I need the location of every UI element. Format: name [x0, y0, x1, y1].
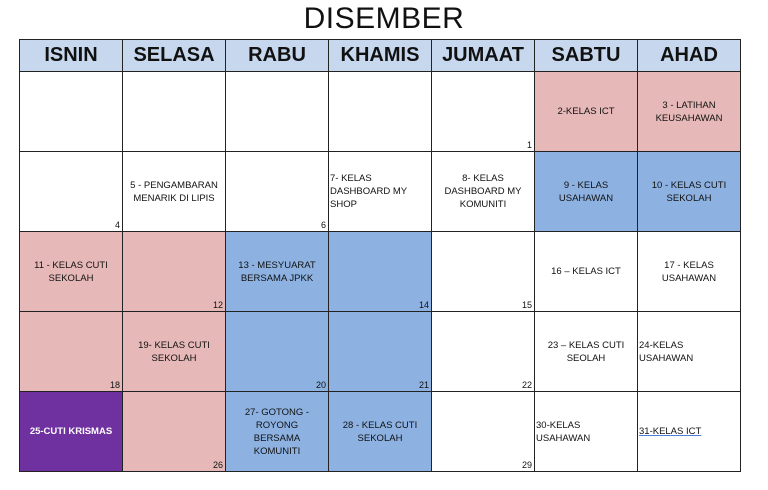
day-number: 4: [114, 220, 120, 230]
event-text: 28 - KELAS CUTI SEKOLAH: [342, 419, 418, 444]
day-cell[interactable]: [20, 392, 123, 472]
day-cell[interactable]: [432, 392, 535, 472]
event-text: 11 - KELAS CUTI SEKOLAH: [34, 259, 108, 284]
day-cell[interactable]: [20, 152, 123, 232]
day-cell[interactable]: [432, 152, 535, 232]
week-row: [20, 392, 741, 472]
event-text: 8- KELAS DASHBOARD MY KOMUNITI: [444, 173, 522, 210]
day-number: 20: [315, 380, 326, 390]
header-ahad: AHAD: [638, 40, 741, 72]
day-cell[interactable]: [638, 232, 741, 312]
day-cell[interactable]: [123, 312, 226, 392]
day-number: 14: [418, 300, 429, 310]
day-cell[interactable]: [329, 392, 432, 472]
day-cell[interactable]: [432, 72, 535, 152]
day-number: 22: [521, 380, 532, 390]
event-text: 5 - PENGAMBARAN MENARIK DI LIPIS: [130, 179, 218, 204]
day-cell[interactable]: [432, 312, 535, 392]
day-cell[interactable]: [535, 72, 638, 152]
day-cell[interactable]: [535, 152, 638, 232]
week-row: [20, 152, 741, 232]
event-text: 17 - KELAS USAHAWAN: [661, 259, 717, 284]
event-text: 23 – KELAS CUTI SEOLAH: [547, 339, 625, 364]
day-cell[interactable]: [226, 152, 329, 232]
day-cell[interactable]: [535, 312, 638, 392]
day-cell[interactable]: [329, 72, 432, 152]
event-text: 10 - KELAS CUTI SEKOLAH: [651, 179, 727, 204]
calendar-title: DISEMBER: [303, 2, 465, 35]
event-text: 27- GOTONG - ROYONG BERSAMA KOMUNITI: [244, 406, 310, 457]
header-rabu: RABU: [226, 40, 329, 72]
week-row: [20, 72, 741, 152]
day-cell[interactable]: [638, 312, 741, 392]
calendar-table: [19, 39, 741, 472]
day-number: 29: [521, 460, 532, 470]
day-cell[interactable]: [329, 152, 432, 232]
event-text: 3 - LATIHAN KEUSAHAWAN: [655, 99, 723, 124]
day-cell[interactable]: [226, 312, 329, 392]
day-cell[interactable]: [535, 392, 638, 472]
day-number: 6: [320, 220, 326, 230]
day-cell[interactable]: [20, 72, 123, 152]
day-cell[interactable]: [123, 152, 226, 232]
day-cell[interactable]: [638, 392, 741, 472]
week-row: [20, 232, 741, 312]
event-text: 19- KELAS CUTI SEKOLAH: [138, 339, 210, 364]
day-number: 18: [109, 380, 120, 390]
day-cell[interactable]: [535, 232, 638, 312]
week-row: [20, 312, 741, 392]
event-text: 13 - MESYUARAT BERSAMA JPKK: [238, 259, 316, 284]
header-sabtu: SABTU: [535, 40, 638, 72]
day-cell[interactable]: [432, 232, 535, 312]
event-text: 24-KELAS USAHAWAN: [639, 339, 694, 364]
event-text: 25-CUTI KRISMAS: [29, 426, 113, 437]
day-number: 12: [212, 300, 223, 310]
event-text: 2-KELAS ICT: [557, 106, 615, 117]
day-number: 1: [526, 140, 532, 150]
event-text: 30-KELAS USAHAWAN: [536, 419, 591, 444]
day-cell[interactable]: [226, 392, 329, 472]
header-row: [20, 40, 741, 72]
header-jumaat: JUMAAT: [432, 40, 535, 72]
day-cell[interactable]: [123, 392, 226, 472]
day-number: 26: [212, 460, 223, 470]
day-cell[interactable]: [20, 312, 123, 392]
day-cell[interactable]: [20, 232, 123, 312]
day-number: 15: [521, 300, 532, 310]
event-text: 7- KELAS DASHBOARD MY SHOP: [330, 173, 407, 210]
header-selasa: SELASA: [123, 40, 226, 72]
event-text: 31-KELAS ICT: [639, 426, 702, 437]
day-cell[interactable]: [226, 232, 329, 312]
event-text: 9 - KELAS USAHAWAN: [558, 179, 614, 204]
day-cell[interactable]: [638, 152, 741, 232]
day-number: 21: [418, 380, 429, 390]
header-isnin: ISNIN: [20, 40, 123, 72]
day-cell[interactable]: [226, 72, 329, 152]
day-cell[interactable]: [123, 72, 226, 152]
day-cell[interactable]: [638, 72, 741, 152]
day-cell[interactable]: [329, 232, 432, 312]
day-cell[interactable]: [329, 312, 432, 392]
day-cell[interactable]: [123, 232, 226, 312]
event-text: 16 – KELAS ICT: [551, 266, 621, 277]
header-khamis: KHAMIS: [329, 40, 432, 72]
